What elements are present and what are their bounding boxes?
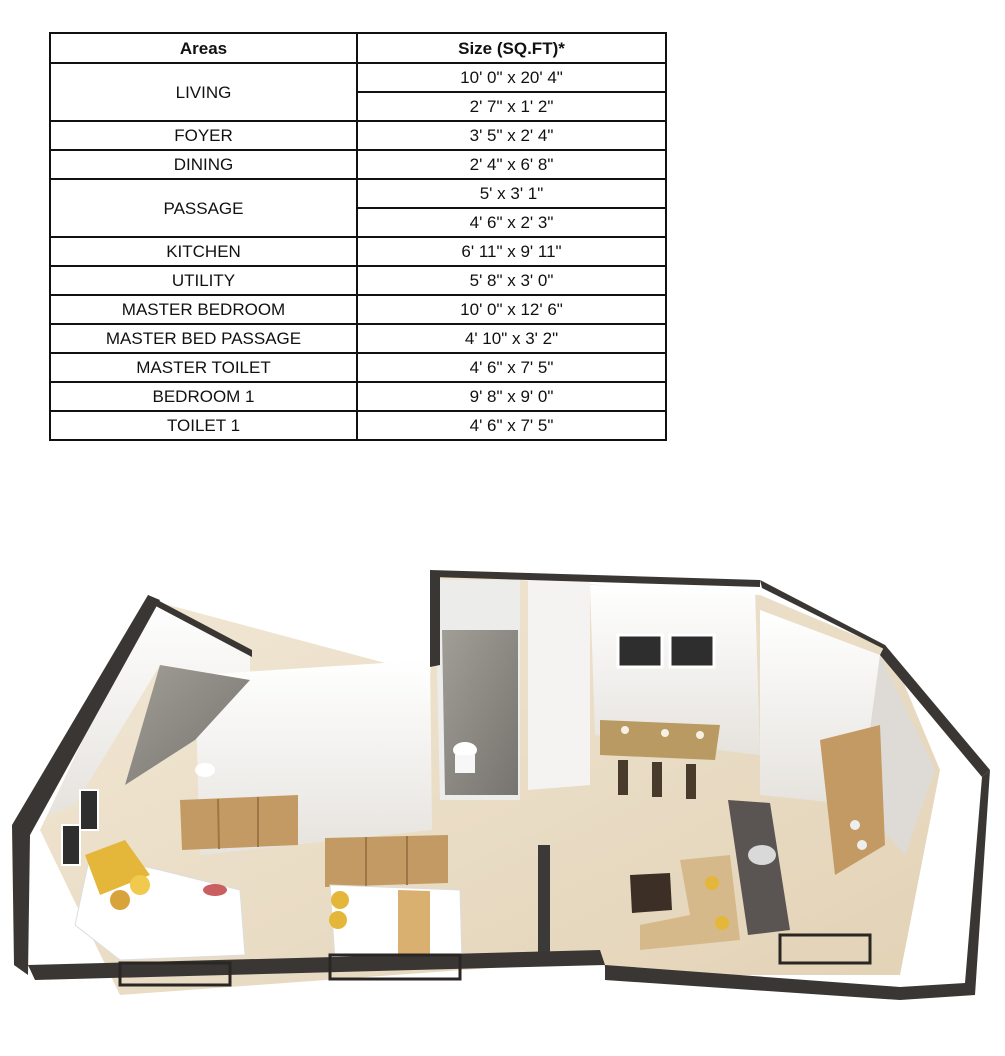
- table-row: [50, 353, 666, 382]
- toilet-1-stone-wall: [442, 630, 518, 795]
- area-cell: MASTER BED PASSAGE: [50, 324, 357, 353]
- area-cell: MASTER BEDROOM: [50, 295, 357, 324]
- size-cell: 4' 10" x 3' 2": [357, 324, 666, 353]
- size-cell: 4' 6" x 2' 3": [357, 208, 666, 237]
- area-cell: TOILET 1: [50, 411, 357, 440]
- size-cell: 10' 0" x 12' 6": [357, 295, 666, 324]
- table-row: [50, 295, 666, 324]
- area-cell: UTILITY: [50, 266, 357, 295]
- size-cell: 3' 5" x 2' 4": [357, 121, 666, 150]
- table-row: [50, 237, 666, 266]
- master-wardrobe: [180, 795, 298, 850]
- size-cell: 4' 6" x 7' 5": [357, 411, 666, 440]
- area-cell: BEDROOM 1: [50, 382, 357, 411]
- area-cell: LIVING: [50, 63, 357, 121]
- area-size-table: [49, 32, 667, 441]
- table-row: [50, 179, 666, 208]
- size-cell: 9' 8" x 9' 0": [357, 382, 666, 411]
- table-row: [50, 150, 666, 179]
- size-cell: 6' 11" x 9' 11": [357, 237, 666, 266]
- size-cell: 4' 6" x 7' 5": [357, 353, 666, 382]
- floor-plan-render: [0, 555, 1005, 1035]
- table-row: [50, 266, 666, 295]
- table-row: [50, 382, 666, 411]
- tv-unit: [538, 845, 550, 955]
- area-cell: MASTER TOILET: [50, 353, 357, 382]
- area-cell: FOYER: [50, 121, 357, 150]
- table-header-row: [50, 33, 666, 63]
- bedroom-1-wardrobe: [325, 835, 448, 887]
- bedroom-1-bed: [329, 885, 462, 965]
- coffee-table: [630, 873, 672, 913]
- area-cell: KITCHEN: [50, 237, 357, 266]
- size-cell: 2' 7" x 1' 2": [357, 92, 666, 121]
- table-row: [50, 121, 666, 150]
- size-cell: 5' x 3' 1": [357, 179, 666, 208]
- size-cell: 10' 0" x 20' 4": [357, 63, 666, 92]
- areas-header: Areas: [50, 33, 357, 63]
- area-cell: DINING: [50, 150, 357, 179]
- table-row: [50, 324, 666, 353]
- size-cell: 2' 4" x 6' 8": [357, 150, 666, 179]
- table-row: [50, 411, 666, 440]
- area-cell: PASSAGE: [50, 179, 357, 237]
- table-row: [50, 63, 666, 92]
- size-cell: 5' 8" x 3' 0": [357, 266, 666, 295]
- size-header: Size (SQ.FT)*: [357, 33, 666, 63]
